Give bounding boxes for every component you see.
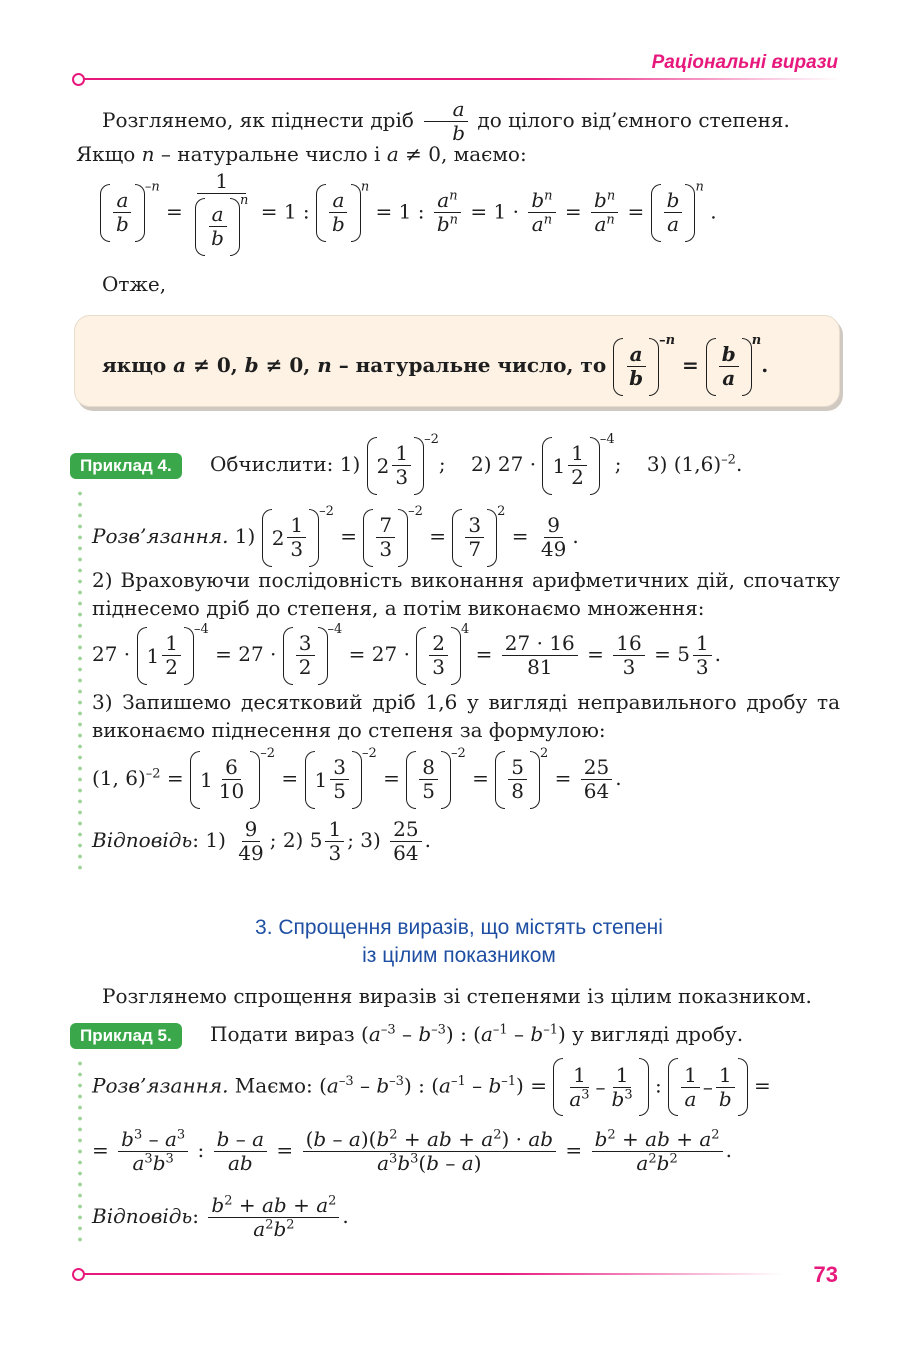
section-title: 3. Спрощення виразів, що містять степені із цілим показником — [255, 916, 663, 967]
example-5-badge: Приклад 5. — [70, 1023, 182, 1049]
header-line — [83, 78, 840, 80]
example-4-task: Обчислити: 1) 2 $\frac{1}{3}$ $^{-2}$; 2) 27 · 1 $\frac{1}{2}$ $^{-4}$; 3) $(1,6)^{-2}$. — [210, 432, 742, 495]
example-4-dotted-rule — [78, 488, 82, 874]
section-3-intro: Розглянемо спрощення виразів зі степенями із цілим показником. — [102, 984, 812, 1008]
page-number: 73 — [813, 1262, 838, 1287]
running-header: Раціональні вирази — [651, 52, 838, 73]
therefore-text: Отже, — [102, 272, 167, 296]
example-4-answer: Відповідь: 1) $\frac{9}{49}$ ; 2) 5 $\frac{1}{3}$ ; 3) $\frac{25}{64}$ . — [92, 817, 431, 865]
example-5-solution-line-1: Розв’язання. Маємо: $(a^{-3} - b^{-3})$ : $(a^{-1} - b^{-1})$ = $\frac{1}{a^3}$ – $\frac{1}{b^3}$ : $\frac{1}{a}$ – $\frac{1}{b}$ = — [92, 1058, 771, 1116]
example-4-solution-2: 27 · 1 $\frac{1}{2}$ $^{-4}$ = 27 · $\frac{3}{2}$ $^{-4}$ = 27 · $\frac{2}{3}$ $^4$ = $\frac{27 \cdot 16}{81}$ = $\frac{16}{3}$ = 5 $\frac{1}{3}$ . — [92, 622, 721, 685]
example-5-dotted-rule — [78, 1058, 82, 1246]
example-5-task: Подати вираз $(a^{-3} - b^{-3})$ : $(a^{-1} - b^{-1})$ у вигляді дробу. — [210, 1022, 744, 1046]
example-4-step-2-text: 2) Враховуючи послідовність виконання арифметичних дій, спочатку піднесемо дріб до степеня, а потім виконаємо множення: — [92, 568, 840, 620]
example-5-answer: Відповідь: $\frac{b^2 + ab + a^2}{a^2b^2}$ . — [92, 1193, 349, 1241]
example-4-solution-1: Розв’язання. 1) 2 $\frac{1}{3}$ $^{-2}$ = $\frac{7}{3}$ $^{-2}$ = $\frac{3}{7}$ $^2$ = $\frac{9}{49}$ . — [92, 504, 579, 567]
derivation-formula: $\frac{a}{b}$ $^{-n}$ = 1 $\frac{a}{b}$ $^n$ = 1 : $\frac{a}{b}$ $^n$ = 1 : $\frac{a^n}{b^n}$ = 1 · $\frac{b^n}{a^n}$ = $\frac{b^n}{a^n}$ = $\frac{b}{a}$ $^n$ . — [100, 170, 717, 256]
example-4-badge: Приклад 4. — [70, 453, 182, 479]
rule-text: якщо a ≠ 0, b ≠ 0, n – натуральне число, то $\frac{a}{b}$ $^{-n}$ = $\frac{b}{a}$ $^n$. — [102, 333, 768, 396]
intro-line-1: Розглянемо, як піднести дріб $\frac{a}{b}$ до цілого від’ємного степеня. — [102, 97, 790, 145]
footer-line — [83, 1273, 783, 1275]
example-4-solution-3: (1, 6)$^{-2}$ = 1 $\frac{6}{10}$ $^{-2}$ = 1 $\frac{3}{5}$ $^{-2}$ = $\frac{8}{5}$ $^{-2}$ = $\frac{5}{8}$ $^2$ = $\frac{25}{64}$ . — [92, 746, 622, 809]
intro-line-2: Якщо n – натуральне число і a ≠ 0, маємо: — [76, 142, 527, 166]
example-4-step-3-text: 3) Запишемо десятковий дріб 1,6 у вигляді неправильного дробу та виконаємо піднесення до степеня за формулою: — [92, 690, 840, 742]
example-5-solution-line-2: = $\frac{b^3 - a^3}{a^3b^3}$ : $\frac{b - a}{ab}$ = $\frac{(b - a)(b^2 + ab + a^2) \cdot ab}{a^3b^3(b - a)}$ = $\frac{b^2 + ab + a^2}{a^2b^2}$ . — [92, 1127, 732, 1175]
